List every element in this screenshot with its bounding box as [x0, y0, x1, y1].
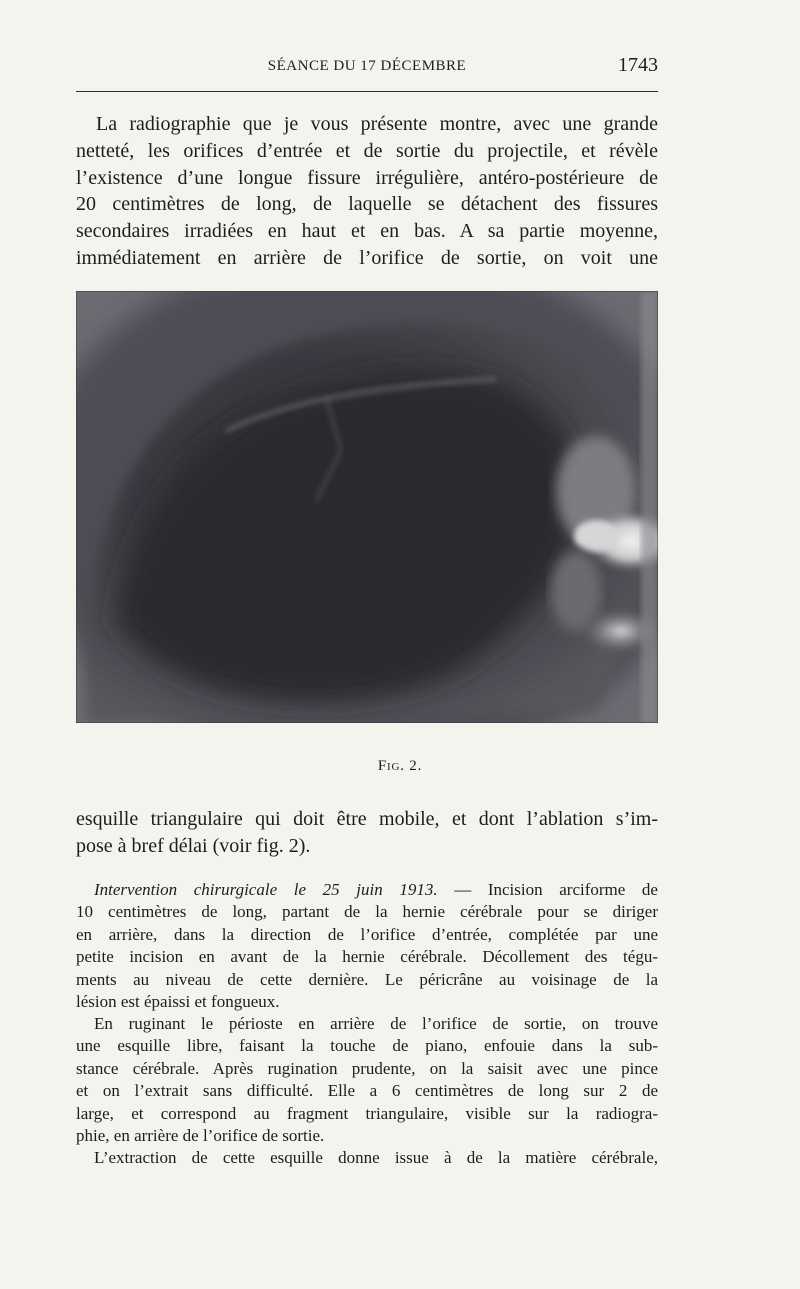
page-header: [76, 50, 658, 86]
text-line: esquille triangulaire qui doit être mobile, et dont l’ablation s’im-: [76, 808, 658, 830]
text-line: immédiatement en arrière de l’orifice de sortie, on voit une: [76, 246, 658, 269]
section-lead-rest: — Incision arciforme de: [437, 880, 658, 899]
radiograph-image: [76, 291, 658, 723]
text-line: stance cérébrale. Après rugination prudente, on la saisit avec une pince: [76, 1058, 658, 1078]
text-line: phie, en arrière de l’orifice de sortie.: [76, 1126, 325, 1146]
text-line: pose à bref délai (voir fig. 2).: [76, 834, 311, 857]
text-line: L’extraction de cette esquille donne issue à de la matière cérébrale,: [94, 1148, 658, 1167]
paragraph-3: [76, 879, 658, 1013]
text-line: en arrière, dans la direction de l’orifice d’entrée, complétée par une: [76, 924, 658, 944]
running-head: SÉANCE DU 17 DÉCEMBRE: [267, 58, 467, 74]
paragraph-5: [76, 1147, 658, 1169]
text-line: et on l’extrait sans difficulté. Elle a 6 centimètres de long sur 2 de: [76, 1081, 658, 1101]
text-line: En ruginant le périoste en arrière de l’orifice de sortie, on trouve: [94, 1014, 658, 1033]
text-line: ments au niveau de cette dernière. Le péricrâne au voisinage de la: [76, 969, 658, 989]
text-line: large, et correspond au fragment triangulaire, visible sur la radiogra-: [76, 1103, 658, 1123]
text-line: l’existence d’une longue fissure irrégulière, antéro-postérieure de: [76, 166, 658, 189]
text-line: secondaires irradiées en haut et en bas. A sa partie moyenne,: [76, 220, 658, 243]
text-line: netteté, les orifices d’entrée et de sortie du projectile, et révèle: [76, 139, 658, 162]
header-rule: [76, 91, 658, 92]
page-number: 1743: [618, 54, 658, 76]
text-line: 20 centimètres de long, de laquelle se détachent des fissures: [76, 193, 658, 216]
text-line: La radiographie que je vous présente montre, avec une grande: [96, 113, 658, 135]
text-line: une esquille libre, faisant la touche de piano, enfouie dans la sub-: [76, 1036, 658, 1056]
text-line: lésion est épaissi et fongueux.: [76, 992, 280, 1012]
text-line: 10 centimètres de long, partant de la hernie cérébrale pour se diriger: [76, 902, 658, 922]
paragraph-4: [76, 1013, 658, 1147]
text-line: [76, 879, 658, 901]
figure-caption: Fig. 2.: [377, 758, 423, 774]
text-line: petite incision en avant de la hernie cérébrale. Décollement des tégu-: [76, 947, 658, 967]
radiograph-figure: [76, 291, 658, 723]
section-lead-italic: Intervention chirurgicale le 25 juin 1913.: [94, 880, 438, 899]
paragraph-2: [76, 806, 658, 860]
paragraph-1: [76, 111, 658, 272]
